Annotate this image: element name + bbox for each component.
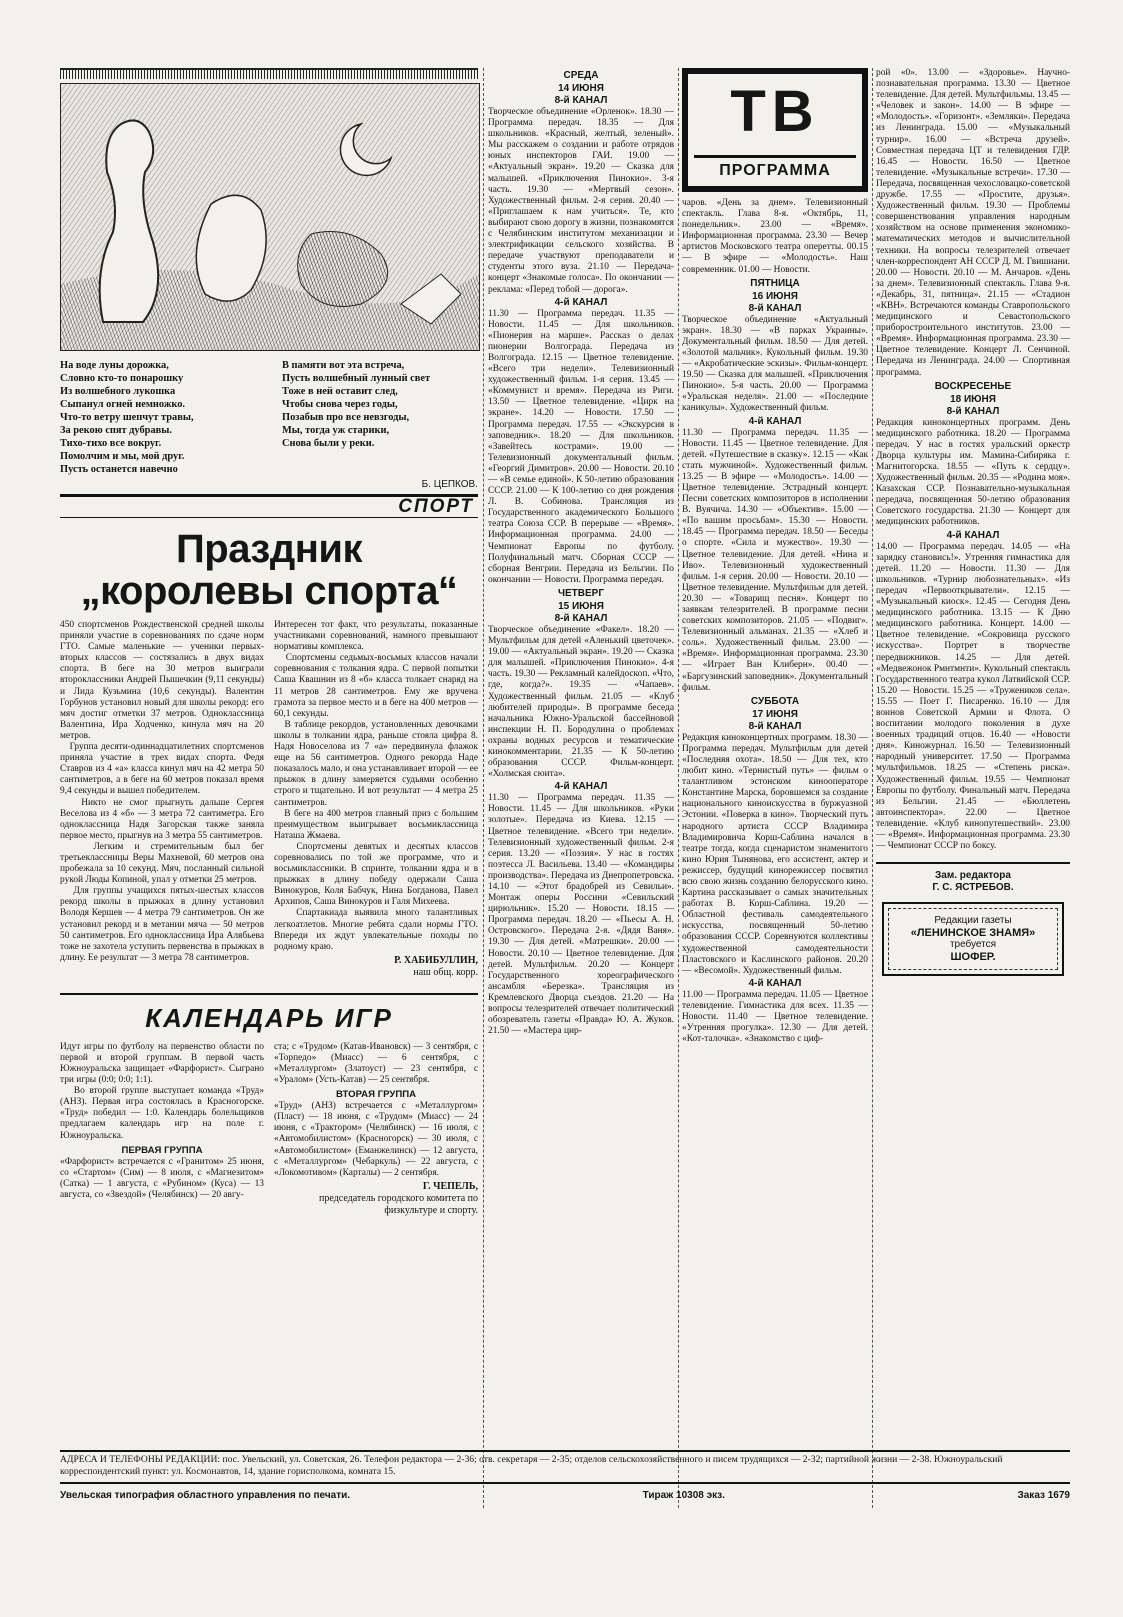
channel-heading: 8-й КАНАЛ: [554, 612, 608, 624]
channel-heading: 8-й КАНАЛ: [946, 405, 1000, 417]
day-heading: СУББОТА: [750, 695, 800, 707]
top-rule: [60, 68, 478, 79]
byline-name: Г. ЧЕПЕЛЬ,: [422, 1180, 478, 1192]
editor-name: Г. С. ЯСТРЕБОВ.: [932, 882, 1014, 894]
headline-line-2: „королевы спорта“: [80, 569, 458, 613]
footer: [60, 1450, 1070, 1501]
tv-listing: Творческое объединение «Факел». 18.20 — Мультфильм для детей «Аленький цветочек». 19.00 — «Актуальный экран». 19.20 — Сказка для малышей. «Приключения Пинокио». 4-я часть. 19.30 — Рекламный калейдоскоп. «Что, где, когда?». 19.35 — «Чапаев». Художественный фильм. 21.05 — «Клуб любителей природы». В программе беседа начальника Южно-Уральской бассейновой инспекции Н. П. Бородулина о проблемах охраны водных ресурсов и тематические кинокомментарии. 21.35 — К 50-летию образования СССР. Фильм-концерт. «Холмская сюита».: [488, 624, 677, 780]
editor-signature: [876, 862, 1070, 894]
poem-line: Из волшебного лукошка: [60, 386, 176, 397]
byline-name: Р. ХАБИБУЛЛИН,: [394, 954, 478, 966]
calendar-section: [60, 993, 481, 1217]
tv-listing: Творческое объединение «Актуальный экран». 18.30 — «В парках Украины». Документальный фильм. 18.50 — Для детей. «Золотой мальчик». Кукольный фильм. 19.30 — «Акробатические эскизы». Фильм-концерт. 19.50 — Сказка для малышей. «Приключения Пинокио». 5-я часть. 20.00 — Программа «Уральская неделя». 21.00 — «Последние каникулы». Художественный фильм.: [682, 314, 871, 414]
channel-heading: 4-й КАНАЛ: [554, 781, 608, 793]
sport-rubric: СПОРТ: [398, 496, 474, 517]
channel-heading: 4-й КАНАЛ: [748, 977, 802, 989]
calendar-byline: [274, 1181, 478, 1217]
sport-article-text-left: 450 спортсменов Рождественской средней школы приняли участие в соревнованиях по сдаче норм ГТО. Самые маленькие — ученики первых-вторых классов — состязались в двух видах спорта. В беге на 30 метров выиграли второклассники Андрей Пышечкин (9,11 секунды) и Лида Кузьмина (10,6 секунды). Валентин Горбунов установил новый для школы рекорд: его мяч достиг отметки 37 метров. Одноклассница Валентина, Ира Ходченко, кинула мяч на 20 метров. Группа десяти-одиннадцатилетних спортсменов приняла участие в трех видах спорта. Федя Ставров из 4 «а» класса кинул мяч на 42 метра 50 сантиметров, а в беге на 60 метров показал время 9,4 секунды и вышел победителем. Никто не смог прыгнуть дальше Сергея Веселова из 4 «б» — 3 метра 72 сантиметра. Его одноклассница Надя Загорская также заняла первое место, прыгнув на 3 метра 55 сантиметров. Легким и стремительным был бег третьеклассницы Веры Махневой, 60 метров она пробежала за 10 секунд. Мяч, посланный сильной рукой Люды Копиной, упал у отметки 25 метров. Для группы учащихся пятых-шестых классов рекорд школы в прыжках в длину установил Володя Кершев — 4 метра 79 сантиметров. Он же установил рекорд и в метании мяча — 50 метров 50 сантиметров. Его одноклассница Ира Алябьева тоже не захотела уступить первенства в прыжках в длину. Ее результат — 3 метра 78 сантиметров.: [60, 620, 265, 963]
tv-logo-subtitle: ПРОГРАММА: [694, 155, 856, 180]
sport-headline: [60, 528, 478, 612]
byline-role: председатель городского комитета по физкультуре и спорту.: [319, 1192, 478, 1216]
imprint: [60, 1490, 1070, 1501]
poem-line: Мы, тогда уж старики,: [282, 425, 390, 436]
tv-listing: 11.30 — Программа передач. 11.35 — Новости. 11.45 — Для школьников. «Руки золотые». Передача из Киева. 12.15 — Цветное телевидение. «Всего три недели». Телевизионный художественный фильм. 2-я серия. 13.20 — «Поэзия». У нас в гостях поэтесса Л. Васильева. 13.40 — «Командиры производства». Передача из Днепропетровска. 14.10 — «Этот брадобрей из Севильи». Монтаж оперы Россини «Севильский цирюльник». 15.20 — Новости. 18.15 — Программа передач. 18.20 — «Пьесы А. Н. Островского». Передача 2-я. «Дядя Ваня». 19.30 — Для детей. «Матрешки». 20.00 — Новости. 20.10 — Цветное телевидение. Для детей. Мультфильм. 20.20 — Концерт Государственного хореографического ансамбля «Березка». Трансляция из Кремлевского Дворца съездов. 21.20 — На вопросы телезрителей отвечает политический обозреватель газеты «Правда» Ю. А. Жуков. 21.50 — «Мастера цир-: [488, 793, 677, 1037]
editorial-addresses: АДРЕСА И ТЕЛЕФОНЫ РЕДАКЦИИ: пос. Увельский, ул. Советская, 26. Телефон редактора — 2-36; отв. секретаря — 2-35; отделов сельскохозяйственного и писем трудящихся — 2-32; партийной жизни — 2-38. Южноуральский корреспондентский пункт: ул. Космонавтов, 14, здание горисполкома, комната 15.: [60, 1454, 1003, 1477]
poem-right-stanza: [282, 359, 478, 476]
group1-text: «Фарфорист» встречается с «Гранитом» 25 июня, со «Стартом» (Сим) — 8 июля, с «Магнезитом» (Сатка) — 1 августа, с «Рубином» (Куса) — 13 августа, со «Звездой» (Челябинск) — 20 авгу-: [60, 1156, 267, 1200]
column-tv-fri-sat: [682, 68, 871, 1045]
poem-line: Сыпанул огней немножко.: [60, 399, 186, 410]
date-heading: 15 ИЮНЯ: [558, 600, 604, 612]
poem-line: Пусть волшебный лунный свет: [282, 373, 431, 384]
poem-line: Что-то ветру шепчут травы,: [60, 412, 194, 423]
poem: [60, 359, 478, 476]
tv-listing: 11.30 — Программа передач. 11.35 — Новости. 11.45 — Для школьников. «Пионерия на марше». Рассказ о делах пионерии Волгограда. Передача из Волгограда. 12.15 — Цветное телевидение. «Всего три недели». Телевизионный художественный фильм. 1-я серия. 13.45 — «Коммунист и время». Передача из Риги. 13.50 — Цветное телевидение. «Цирк на экране». 14.20 — Новости. 17.50 — Программа передач. 17.55 — «Экскурсия в заповедник». 18.20 — Для школьников. «Завейтесь кострами». 19.00 — Телевизионный документальный фильм. «Георгий Димитров». 20.00 — Новости. 20.10 — «В семье единой». К 50-летию образования СССР. 21.00 — К 100-летию со дня рождения Л. В. Собинова. Трансляция из Государственного академического Большого театра Союза ССР. В перерыве — «Время». Информационная программа. 24.00 — Чемпионат Европы по футболу. Полуфинальный матч. Сборная СССР — сборная Венгрии. Передача из Бельгии. По окончании — Новости. Программа передач.: [488, 308, 677, 585]
poem-line: Помолчим и мы, мой друг.: [60, 451, 185, 462]
column-rule: [678, 68, 679, 1508]
tv-listing: Редакция киноконцертных программ. День медицинского работника. 18.20 — Программа передач. У нас в гостях уральский оркестр Дворца культуры им. Мамина-Сибиряка г. Магнитогорска. 18.55 — «Путь к сердцу». Художественный фильм. 20.35 — «Родина моя». Казахская ССР. Познавательно-музыкальная передача, посвященная 50-летию образования Советского государства. 21.30 — Концерт для медицинских работников.: [876, 417, 1073, 528]
headline-line-1: Праздник: [176, 527, 362, 571]
ad-line: Редакции газеты: [934, 915, 1012, 927]
ad-line: требуется: [949, 939, 997, 951]
tv-logo-letters: ТВ: [730, 79, 820, 144]
calendar-title: КАЛЕНДАРЬ ИГР: [145, 1002, 393, 1033]
channel-heading: 8-й КАНАЛ: [748, 720, 802, 732]
group1-title: ПЕРВАЯ ГРУППА: [121, 1144, 203, 1156]
group2-text: «Труд» (АНЗ) встречается с «Металлургом» (Пласт) — 18 июня, с «Трудом» (Миасс) — 24 июня, с «Трактором» (Челябинск) — 16 июля, с «Автомобилистом» (Красногорск) — 30 июля, с «Автомобилистом» (Еманжелинск) — 12 августа, с «Металлургом» (Чебаркуль) — 22 августа, с «Локомотивом» (Карталы) — 2 сентября.: [274, 1101, 481, 1178]
column-sport: [60, 68, 481, 1217]
column-rule: [872, 68, 873, 1508]
poem-line: Чтобы снова через годы,: [282, 399, 398, 410]
poem-line: На воде луны дорожка,: [60, 360, 169, 371]
poem-line: В памяти вот эта встреча,: [282, 360, 405, 371]
tv-listing: 11.30 — Программа передач. 11.35 — Новости. 11.45 — Цветное телевидение. Для детей. «Путешествие в сказку». 12.15 — «Как стать мужчиной». Художественный фильм. 13.25 — В эфире — «Молодость». 14.00 — Цветное телевидение. Эстрадный концерт. Песни советских композиторов в исполнении В. Вуячича. 14.30 — «Объектив». 15.00 — «По вашим просьбам». 15.30 — Новости. 18.45 — Программа передач. 18.50 — Беседы о спорте. «Сила и мужество». 19.30 — Цветное телевидение. Для детей. «Нина и Иво». Телевизионный художественный фильм. 1-я серия. 20.00 — Новости. 20.10 — Цветное телевидение. Мультфильм для детей. 20.30 — «Товарищ песня». Концерт по заявкам телезрителей. В программе песни советских композиторов. 21.05 — «Подвиг». Телевизионный альманах. 21.35 — «Хлеб и соль». Художественный фильм. 23.00 — «Время». Информационная программа. 23.30 — «Играет Ван Клиберн». 00.40 — «Баргузинский заповедник». Документальный фильм.: [682, 427, 871, 693]
day-heading: ПЯТНИЦА: [750, 277, 800, 289]
order-number: Заказ 1679: [1017, 1490, 1070, 1501]
column-tv-wed-thu: [488, 68, 677, 1037]
column-tv-sat-sun: [876, 68, 1073, 976]
calendar-text-left: Идут игры по футболу на первенство области по первой и второй группам. В первой часть Южноуральска защищает «Фарфорист». Сыграно три игры (0:0; 0:0; 1:1). Во второй группе выступает команда «Труд» (АНЗ). Первая игра состоялась в Красногорске. «Труд» победил — 1:0. Календарь болельщиков предлагаем календарь игр на поле г. Южноуральска.: [60, 1041, 265, 1141]
job-advert: [882, 902, 1064, 976]
sport-article: [60, 620, 478, 979]
poem-line: Тоже в ней оставит след,: [282, 386, 398, 397]
tv-listing: Творческое объединение «Орленок». 18.30 — Программа передач. 18.35 — Для школьников. «Красный, желтый, зеленый». Мы расскажем о создании и работе отрядов юных инспекторов ГАИ. 19.00 — «Актуальный экран». 19.20 — Сказка для малышей. «Приключения Пинокио». 3-я часть. 19.30 — «Мертвый сезон». Художественный фильм. 2-я серия. 20.40 — «Приглашаем к нам учиться». Те, кто выбирают свою дорогу в жизни, познакомятся с Челябинским институтом механизации и электрификации сельского хозяйства. В передаче участвуют преподаватели и студенты этого вуза. 21.10 — Передача-концерт «Знакомые голоса». По окончании — реклама: «Перед тобой — дорога».: [488, 107, 677, 295]
night-river-drawing: [61, 84, 479, 350]
poem-line: Пусть останется навечно: [60, 464, 178, 475]
tv-listing: 11.00 — Программа передач. 11.05 — Цветное телевидение. Гимнастика для всех. 11.35 — Новости. 11.40 — Цветное телевидение. «Утренняя прогулка». 12.30 — Для детей. «Кот-талочка». «Знакомство с циф-: [682, 989, 871, 1045]
poem-line: Снова были у реки.: [282, 438, 375, 449]
newspaper-page: [60, 68, 1073, 1568]
channel-heading: 4-й КАНАЛ: [748, 415, 802, 427]
channel-heading: 4-й КАНАЛ: [946, 529, 1000, 541]
poem-line: Словно кто-то понарошку: [60, 373, 184, 384]
editor-title: Зам. редактора: [935, 870, 1011, 882]
channel-heading: 8-й КАНАЛ: [748, 302, 802, 314]
channel-heading: 4-й КАНАЛ: [554, 296, 608, 308]
sport-byline: [274, 955, 478, 979]
column-rule: [483, 68, 484, 1508]
tv-listing: Редакция киноконцертных программ. 18.30 — Программа передач. Мультфильм для детей «Последняя охота». 18.50 — Для тех, кто любит кино. «Тернистый путь» — фильм о талантливом эстонском кинооператоре Константине Марска, боровшемся за создание национального киноискусства в буржуазной Эстонии. «Поверка в кино». Творческий путь народного артиста СССР Владимира Владимировича Корш-Саблина начался в театре тогда, когда сценаристом знаменитого кино Юрия Тынянова, его ассистент, актер и режиссер, будущий кинорежиссер посвятил всю свою жизнь созданию белорусского кино. Картина рассказывает о самых значительных работах В. Корш-Саблина. 19.20 — Областной фестиваль самодеятельного искусства, посвященный 50-летию образования СССР. Соревнуются коллективы художественной самодеятельности Пластовского и Каслинского районов. 20.20 — «Весомой». Художественный фильм.: [682, 732, 871, 976]
day-heading: ВОСКРЕСЕНЬЕ: [934, 380, 1012, 392]
poem-line: Позабыв про все невзгоды,: [282, 412, 410, 423]
tv-listing: 14.00 — Программа передач. 14.05 — «На зарядку становись!». Утренняя гимнастика для детей. 11.20 — Новости. 11.30 — Для школьников. «Турнир любознательных». «Из передач «Первооткрыватели». 12.15 — «Музыкальный киоск». 12.45 — Сегодня День медицинского работника. 13.15 — К Дню медицинского работника. Концерт. 14.00 — Цветное телевидение. «Сокровища русского искусства». Портрет в творчестве передвижников. 14.25 — Для детей. «Медвежонок Рмнтмнти». Кукольный спектакль Государственного театра кукол Латвийской ССР. 15.20 — Новости. 15.25 — «Тружеников села». 15.55 — Поет Г. Писаренко. 16.10 — Для воинов Советской Армии и Флота. О воспитании молодого поколения в духе военных традиций отцов. 16.40 — «Новости дня». Киножурнал. 16.50 — Телевизионный народный университет. 17.50 — Программа мультфильмов. 18.25 — «Степень риска». Художественный фильм. 19.55 — Чемпионат Европы по футболу. Финальный матч. Передача из Бельгии. 21.45 — «Бюллетень автоинспектора». 22.00 — Цветное телевидение. «Клуб кинопутешествий». 23.00 — «Время». Информационная программа. 23.30 — Чемпионат СССР по боксу.: [876, 541, 1073, 852]
poem-left-stanza: [60, 359, 256, 476]
sport-rubric-bar: [60, 494, 478, 518]
tv-listing: чаров. «День за днем». Телевизионный спектакль. Глава 8-я. «Октябрь, 11, понедельник». 23.00 — «Время». Информационная программа. 23.30 — Вечер артистов Московского театра оперетты. 00.15 — В эфире — «Молодость». Наш современник. 01.00 — Новости.: [682, 198, 871, 275]
poem-line: Тихо-тихо все вокруг.: [60, 438, 162, 449]
ad-newspaper-name: «ЛЕНИНСКОЕ ЗНАМЯ»: [910, 927, 1036, 940]
date-heading: 14 ИЮНЯ: [558, 83, 604, 94]
sport-article-text-right: Интересен тот факт, что результаты, показанные участниками соревнований, намного превышают нормативы комплекса. Спортсмены седьмых-восьмых классов начали соревнования с толкания ядра. С первой попытки Саша Квашнин из 8 «б» класса толкает снаряд на 11 метров 28 сантиметров. Ему же вручена грамота за первое место и в беге на 400 метров — 60,1 секунды. В таблице рекордов, установленных девочками школы в толкании ядра, раньше стояла цифра 8. Надя Новоселова из 7 «а» передвинула флажок еще на 56 сантиметров. Одного рекорда Наде показалось мало, и она устанавливает второй — ее прыжок в длину замеряется судьями особенно строго и тщательно. И вот результат — 4 метра 25 сантиметров. В беге на 400 метров главный приз с большим преимуществом выигрывает восьмиклассница Наташа Жмаева. Спортсмены девятых и десятых классов соревновались по той же программе, что и восьмиклассники. В спринте, толкании ядра и в прыжках в длину победу одержали Саша Винокуров, Коля Бабчук, Нина Богданова, Павел Архипов, Саша Винокуров и Галя Михеева. Спартакиада выявила много талантливых легкоатлетов. Многие ребята сдали нормы ГТО. Впереди их ждут увлекательные походы по родному краю.: [274, 620, 479, 952]
calendar-text-right: ста; с «Трудом» (Катав-Ивановск) — 3 сентября, с «Торпедо» (Миасс) — 6 сентября, с «Металлургом» (Златоуст) — 23 сентября, с «Уралом» (Усть-Катав) — 25 сентября.: [274, 1041, 481, 1086]
date-heading: 16 ИЮНЯ: [752, 290, 798, 302]
tv-listing: рой «0». 13.00 — «Здоровье». Научно-познавательная программа. 13.30 — Цветное телевидение. Для детей. Мультфильмы. 13.45 — «Человек и закон». 14.00 — В эфире — «Молодость». «Горизонт». «Земляки». Передача из Ленинграда. 15.00 — «Музыкальный турнир». 16.00 — «Встреча друзей». Совместная передача ЦТ и телевидения ГДР. 16.45 — Новости. 16.50 — Цветное телевидение. «Музыкальные встречи». 17.30 — Передача, посвященная чехословацко-советской дружбе. 17.55 — «Простите, друзья». Художественный фильм. 19.30 — Проблемы совершенствования управления народным хозяйством на основе применения экономико-математических методов и вычислительной техники. На вопросы телезрителей отвечает член-корреспондент АН СССР Д. М. Гвишиани. 20.00 — Новости. 20.10 — М. Анчаров. «День за днем». Телевизионный спектакль. Глава 9-я. «Декабрь, 31, пятница». 21.15 — «Стадион «КВН». Встречаются команды Ставропольского медицинского и Севастопольского приборостроительного институтов. 23.00 — «Время». Информационная программа. 23.30 — Цветное телевидение. Концерт Л. Сенчиной. Передача из Ленинграда. 24.00 — Спортивная программа.: [876, 68, 1073, 378]
day-heading: СРЕДА: [563, 70, 599, 81]
date-heading: 18 ИЮНЯ: [950, 393, 996, 405]
tv-program-logo: [682, 68, 868, 192]
ad-position: ШОФЕР.: [950, 951, 996, 964]
printer-name: Увельская типография областного управления по печати.: [60, 1490, 351, 1501]
channel-heading: 8-й КАНАЛ: [554, 95, 608, 106]
byline-role: наш общ. корр.: [413, 966, 478, 978]
day-heading: ЧЕТВЕРГ: [557, 587, 605, 599]
poem-author: Б. ЦЕПКОВ.: [421, 479, 478, 490]
poem-line: За рекою спят дубравы.: [60, 425, 172, 436]
poem-illustration: [60, 83, 480, 351]
circulation: Тираж 10308 экз.: [642, 1490, 725, 1501]
group2-title: ВТОРАЯ ГРУППА: [335, 1089, 417, 1101]
date-heading: 17 ИЮНЯ: [752, 708, 798, 720]
